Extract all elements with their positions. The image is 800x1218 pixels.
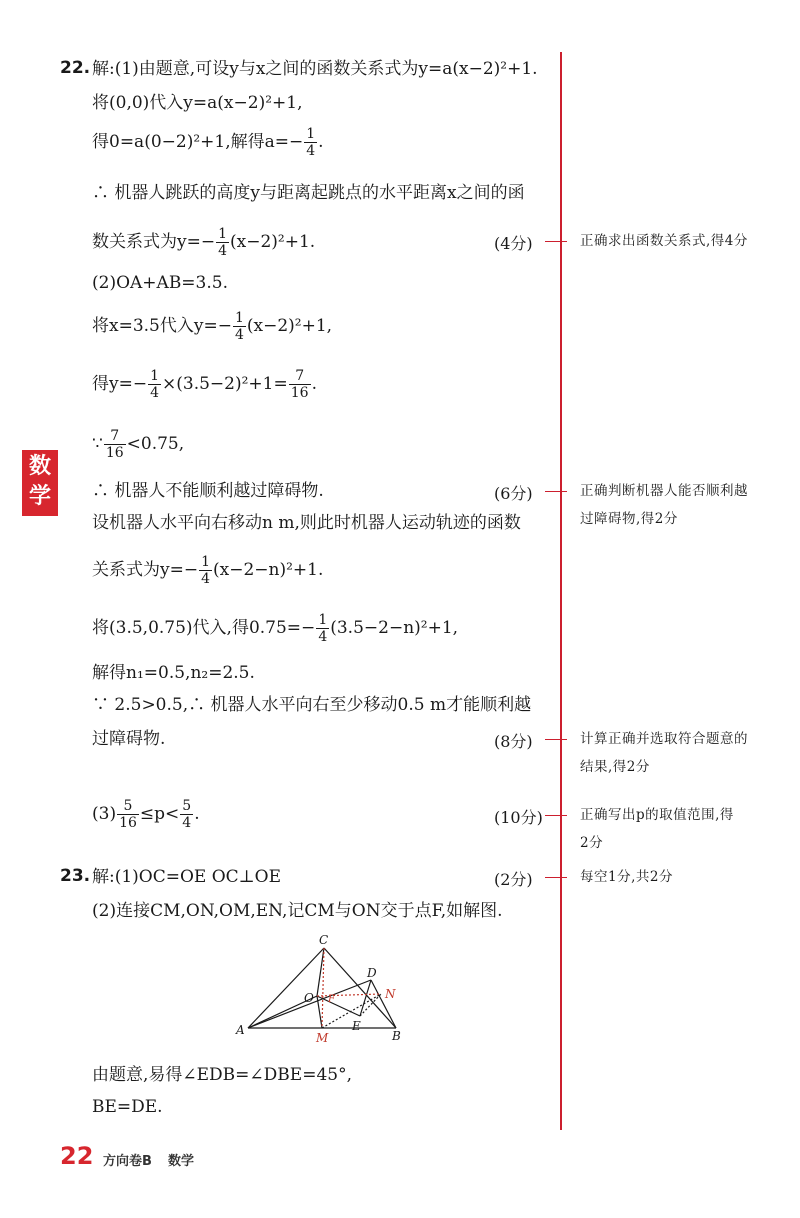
fraction-one-fourth: $\frac{1}{4}$ [318, 612, 328, 645]
q22-line-4: ∴ 机器人跳跃的高度y与距离起跳点的水平距离x之间的函 [92, 183, 525, 203]
q22-line-13: 将(3.5,0.75)代入,得0.75=− $\frac{1}{4}$ (3.5−2−n)²+1, [92, 612, 459, 645]
q22-line-14: 解得n₁=0.5,n₂=2.5. [92, 663, 255, 683]
annotation-marker [545, 877, 567, 878]
point-label-b: B [392, 1029, 401, 1043]
question-number-22: 22. [60, 58, 91, 78]
fraction-one-fourth: $\frac{1}{4}$ [234, 310, 244, 343]
fraction-one-fourth: $\frac{1}{4}$ [150, 368, 160, 401]
annotation-marker [545, 815, 567, 816]
point-label-n: N [385, 987, 396, 1001]
q23-line-4: BE=DE. [92, 1097, 163, 1117]
fraction-one-fourth: $\frac{1}{4}$ [201, 554, 211, 587]
note-4: 计算正确并选取符合题意的 [580, 731, 748, 747]
score-4: (4分) [494, 234, 533, 253]
q22-line-3: 得0=a(0−2)²+1,解得a=− $\frac{1}{4}$ . [92, 126, 324, 159]
q22-line-11: 设机器人水平向右移动n m,则此时机器人运动轨迹的函数 [92, 513, 521, 533]
q22-line-12: 关系式为y=− $\frac{1}{4}$ (x−2−n)²+1. [92, 554, 324, 587]
geometry-figure [230, 930, 420, 1045]
question-number-23: 23. [60, 866, 91, 886]
note-1: 正确求出函数关系式,得4分 [580, 233, 748, 249]
annotation-marker [545, 241, 567, 242]
point-label-m: M [316, 1031, 329, 1045]
q23-line-1: 解:(1)OC=OE OC⊥OE [92, 867, 282, 887]
note-2: 正确判断机器人能否顺利越 [580, 483, 748, 499]
annotation-marker [545, 739, 567, 740]
note-7: 2分 [580, 835, 604, 851]
q22-line-8: 得y=− $\frac{1}{4}$ ×(3.5−2)²+1= $\frac{7}{16}$ . [92, 368, 317, 401]
q22-line-16: 过障碍物. [92, 729, 166, 749]
annotation-marker [545, 491, 567, 492]
margin-divider-line [560, 52, 562, 1130]
q23-line-2: (2)连接CM,ON,OM,EN,记CM与ON交于点F,如解图. [92, 901, 503, 921]
point-label-e: E [352, 1019, 361, 1033]
note-5: 结果,得2分 [580, 759, 650, 775]
fraction-five-sixteenths: $\frac{5}{16}$ [119, 798, 137, 831]
q23-line-3: 由题意,易得∠EDB=∠DBE=45°, [92, 1065, 352, 1085]
page-number: 22 [60, 1142, 94, 1170]
q22-line-6: (2)OA+AB=3.5. [92, 273, 228, 293]
q22-line-9: ∵ $\frac{7}{16}$ <0.75, [92, 428, 185, 461]
score-6: (6分) [494, 484, 533, 503]
q22-line-10: ∴ 机器人不能顺利越过障碍物. [92, 481, 324, 501]
fraction-one-fourth: $\frac{1}{4}$ [306, 126, 316, 159]
fraction-seven-sixteenths: $\frac{7}{16}$ [105, 428, 124, 461]
note-3: 过障碍物,得2分 [580, 511, 678, 527]
subject-side-tab: 数学 [22, 450, 58, 516]
point-label-o: O [304, 991, 314, 1005]
fraction-five-fourths: $\frac{5}{4}$ [182, 798, 192, 831]
q22-line-15: ∵ 2.5>0.5,∴ 机器人水平向右至少移动0.5 m才能顺利越 [92, 695, 532, 715]
note-8: 每空1分,共2分 [580, 869, 673, 885]
fraction-seven-sixteenths: $\frac{7}{16}$ [290, 368, 309, 401]
q22-line-5: 数关系式为y=− $\frac{1}{4}$ (x−2)²+1. [92, 226, 316, 259]
score-2: (2分) [494, 870, 533, 889]
point-label-a: A [236, 1023, 245, 1037]
subject-name: 数学 [168, 1154, 195, 1169]
point-label-d: D [367, 966, 377, 980]
q22-line-1: 解:(1)由题意,可设y与x之间的函数关系式为y=a(x−2)²+1. [92, 59, 538, 79]
book-name: 方向卷B [103, 1154, 152, 1169]
q22-line-2: 将(0,0)代入y=a(x−2)²+1, [92, 93, 303, 113]
note-6: 正确写出p的取值范围,得 [580, 807, 734, 823]
point-label-c: C [319, 933, 329, 947]
fraction-one-fourth: $\frac{1}{4}$ [218, 226, 228, 259]
score-10: (10分) [494, 808, 543, 827]
q22-line-17: (3) $\frac{5}{16}$ ≤p< $\frac{5}{4}$ . [92, 798, 200, 831]
q22-line-7: 将x=3.5代入y=− $\frac{1}{4}$ (x−2)²+1, [92, 310, 333, 343]
score-8: (8分) [494, 732, 533, 751]
point-label-f: F [328, 994, 335, 1005]
